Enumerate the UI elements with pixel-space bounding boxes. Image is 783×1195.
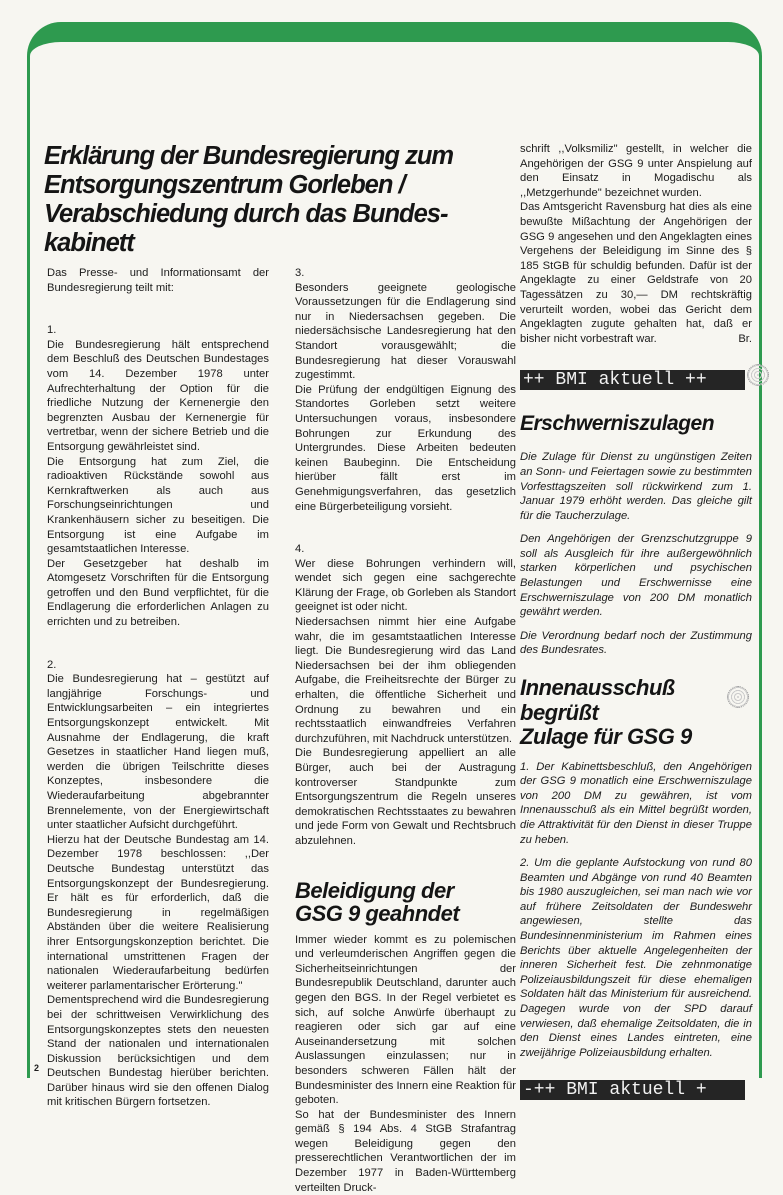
author-signature: Br. [738,332,752,345]
paragraph: Die Zulage für Dienst zu ungünstigen Zeiten an Sonn- und Feiertagen sowie zu bestimmten Vorfesttagszeiten soll rückwirkend zum 1. Januar 1979 erhöht werden. Das gleiche gilt für die Taucherzulage. [520,451,752,522]
section-number: 1. [47,324,57,337]
two-column-body [44,266,516,1195]
erschwernis-title: Erschwerniszulagen [520,412,715,436]
paragraph: Die Prüfung der endgültigen Eignung des Standortes Gorleben setzt weitere Untersuchungen voraus, insbesondere Bohrungen zur Erkundung des Untergrundes. Diese Arbeiten bedeuten keinen Baubeginn. Die Entscheidung hierüber fällt erst im Genehmigungsverfahren, das gesetzlich eine Bürgerbeteiligung vorsieht. [295,383,516,513]
title-line: Zulage für GSG 9 [520,724,692,750]
paragraph: 2. Um die geplante Aufstockung von rund 80 Beamten und Abgänge von rund 40 Beamten bis 1980 auszugleichen, sei man nach wie vor auf frühere Zeitsoldaten der Bundeswehr angewiesen, stellte das Bundesinnenministerium im Rahmen eines Berichts über aktuelle Angelegenheiten der inneren Sicherheit fest. Die zehnmonatige Polizeiausbildungszeit für diese ehemaligen Soldaten hält das Ministerium für ausreichend. Dagegen wurde von der SPD darauf verwiesen, daß ehemalige Zeitsoldaten, die in den Dienst eines Landes eintreten, eine zweijährige Polizeiausbildung erhalten. [520,857,752,1059]
paragraph: So hat der Bundesminister des Innern gemäß § 194 Abs. 4 StGB Strafantrag wegen Beleidigung gegen den presserechtlichen Verantwortlichen der im Dezember 1977 in Baden-Württemberg verteilten Druck- [295,1108,516,1194]
stamp-mark [727,686,749,708]
paragraph: Die Bundesregierung hält entsprechend dem Beschluß des Deutschen Bundestages vom 14. Dezember 1978 unter Aufrechterhaltung der Option für die friedliche Nutzung der Kernenergie den begrenzten Ausbau der Kernenergie für vertretbar, wenn der sichere Betrieb und die Entsorgung gewährleistet sind. [47,338,269,453]
paragraph-with-signature [520,200,752,346]
main-article-title: Erklärung der Bundesregierung zum Entsorgungszentrum Gorleben / Verabschiedung durch das Bundeskabinett [44,142,454,257]
erschwernis-body [520,450,752,658]
paragraph: Besonders geeignete geologische Voraussetzungen für die Endlagerung sind nur in Niedersachsen gegeben. Die niedersächsische Landesregierung hat den Standort vorausgewählt; die Bundesregierung hat dieser Vorauswahl zugestimmt. [295,281,516,382]
paragraph: 1. Der Kabinettsbeschluß, den Angehörigen der GSG 9 monatlich eine Erschwerniszulage von 200 DM zu gewähren, ist vom Innenausschuß als ein Mittel begrüßt worden, die Attraktivität für den Dienst in dieser Truppe zu heben. [520,760,752,846]
innenausschuss-title [520,676,752,750]
paragraph-text: Das Amtsgericht Ravensburg hat dies als eine bewußte Mißachtung der Angehörigen der GSG 9 angesehen und den Angeklagten eines Vergehens der Beleidigung im Sinne des § 185 StGB für schuldig befunden. Dafür ist der Angeklagte zu einer Geldstrafe von 20 Tagessätzen zu 30,— DM rechtskräftig verurteilt worden, wobei das Gericht dem Angeklagten zugute gehalten hat, daß er bisher nicht vorbestraft war. [520,201,752,345]
paragraph: Hierzu hat der Deutsche Bundestag am 14. Dezember 1978 beschlossen: ,,Der Deutsche Bundestag unterstützt das Entsorgungskonzept der Bundesregierung. Er hält es für erforderlich, daß die Bundesregierung in regelmäßigen Abständen über die weitere Realisierung ihrer Entsorgungskonzeption berichtet. Die international umstrittenen Fragen der nationalen Wiederaufarbeitung bedürfen weiterer parlamentarischer Erörterung." [47,833,269,992]
paragraph: Die Bundesregierung appelliert an alle Bürger, auch bei der Austragung kontroverser Standpunkte zum Entsorgungszentrum die Regeln unseres demokratischen Rechtsstaates zu bewahren und jede Form von Gewalt und Rechtsbruch abzulehnen. [295,747,516,847]
paragraph: Die Entsorgung hat zum Ziel, die radioaktiven Rückstände sowohl aus Kernkraftwerken als auch aus Forschungseinrichtungen und Krankenhäusern sicher zu beseitigen. Die Entsorgung ist eine Aufgabe im gesamtstaatlichen Interesse. [47,455,269,556]
page-number: 2 [34,1063,40,1073]
paragraph: schrift ,,Volksmiliz" gestellt, in welcher die Angehörigen der GSG 9 unter Anspielung auf den Einsatz in Mogadischu als ,,Metzgerhunde" bezeichnet wurden. [520,143,752,199]
left-area [44,142,516,1195]
gsg9-article-title [295,879,516,925]
section-2 [47,658,269,1110]
paragraph: Die Verordnung bedarf noch der Zustimmung des Bundesrates. [520,629,752,657]
title-line: begrüßt [520,699,599,725]
gsg9-article-body [295,933,516,1195]
bmi-aktuell-banner-top: ++ BMI aktuell ++ [520,370,745,390]
paragraph: Der Gesetzgeber hat deshalb im Atomgesetz Vorschriften für die Entsorgung getroffen und den Bund verpflichtet, für die Endlagerung die erforderlichen Anlagen zu errichten und zu betreiben. [47,557,269,629]
paragraph: Dementsprechend wird die Bundesregierung bei der schrittweisen Verwirklichung des Entsorgungskonzeptes stets den neuesten Stand der nationalen und internationalen Diskussion berücksichtigen und dem Deutschen Bundestag hierüber berichten. Darüber hinaus wird sie den offenen Dialog mit kritischen Bürgern fortsetzen. [47,994,269,1109]
title-line: Innenausschuß [520,675,675,701]
intro-text: Das Presse- und Informationsamt der Bundesregierung teilt mit: [47,267,269,294]
column-1 [47,266,269,1195]
title-line: GSG 9 geahndet [295,900,460,926]
paragraph: Immer wieder kommt es zu polemischen und verleumderischen Angriffen gegen die Sicherheitseinrichtungen der Bundesrepublik Deutschland, darunter auch gegen den BGS. In der Regel verbietet es sich, auf solche Anwürfe überhaupt zu reagieren oder sich gar auf eine Auseinandersetzung mit solchen Auslassungen einzulassen; nur in besonders schweren Fällen hält der Bundesminister des Innern eine Reaktion für geboten. [295,933,516,1107]
bmi-aktuell-banner-bottom: -++ BMI aktuell + [520,1080,745,1100]
innenausschuss-body [520,760,752,1061]
title-line: Beleidigung der [295,877,454,903]
paragraph: Niedersachsen nimmt hier eine Aufgabe wahr, die im gesamtstaatlichen Interesse liegt. Die Bundesregierung wird das Land Niedersachsen bei der ihm obliegenden Aufgabe, die Freiheitsrechte der Bürger zu erhalten, die öffentliche Sicherheit und Ordnung zu bewahren und ein rechtsstaatlich einwandfreies Verfahren durchzuführen, mit Nachdruck unterstützen. [295,616,516,745]
column-3 [520,142,752,1100]
main-article-intro [47,266,269,295]
gsg9-article-continued [520,142,752,346]
section-1 [47,323,269,629]
paragraph: Die Bundesregierung hat – gestützt auf langjährige Forschungs- und Entwicklungsarbeiten – ein integriertes Entsorgungskonzept entwickelt. Mit Ausnahme der Endlagerung, die kraft Gesetzes in staatlicher Hand liegen muß, werden die übrigen Teilschritte dieses Konzeptes, insbesondere die Wiederaufarbeitung abgebrannter Brennelemente, von der Energiewirtschaft unter staatlicher Aufsicht durchgeführt. [47,673,269,832]
paragraph: Den Angehörigen der Grenzschutzgruppe 9 soll als Ausgleich für ihre außergewöhnlich starken körperlichen und psychischen Belastungen und Erschwernisse eine Erschwerniszulage von 200 DM monatlich gewährt werden. [520,533,752,619]
column-2 [295,266,516,1195]
paragraph: Wer diese Bohrungen verhindern will, wendet sich gegen eine sachgerechte Klärung der Frage, ob Gorleben als Standort geeignet ist oder nicht. [295,557,516,614]
section-number: 2. [47,658,57,671]
section-number: 3. [295,267,305,279]
section-4 [295,542,516,848]
stamp-mark [747,364,769,386]
section-3 [295,266,516,514]
section-number: 4. [295,543,305,556]
